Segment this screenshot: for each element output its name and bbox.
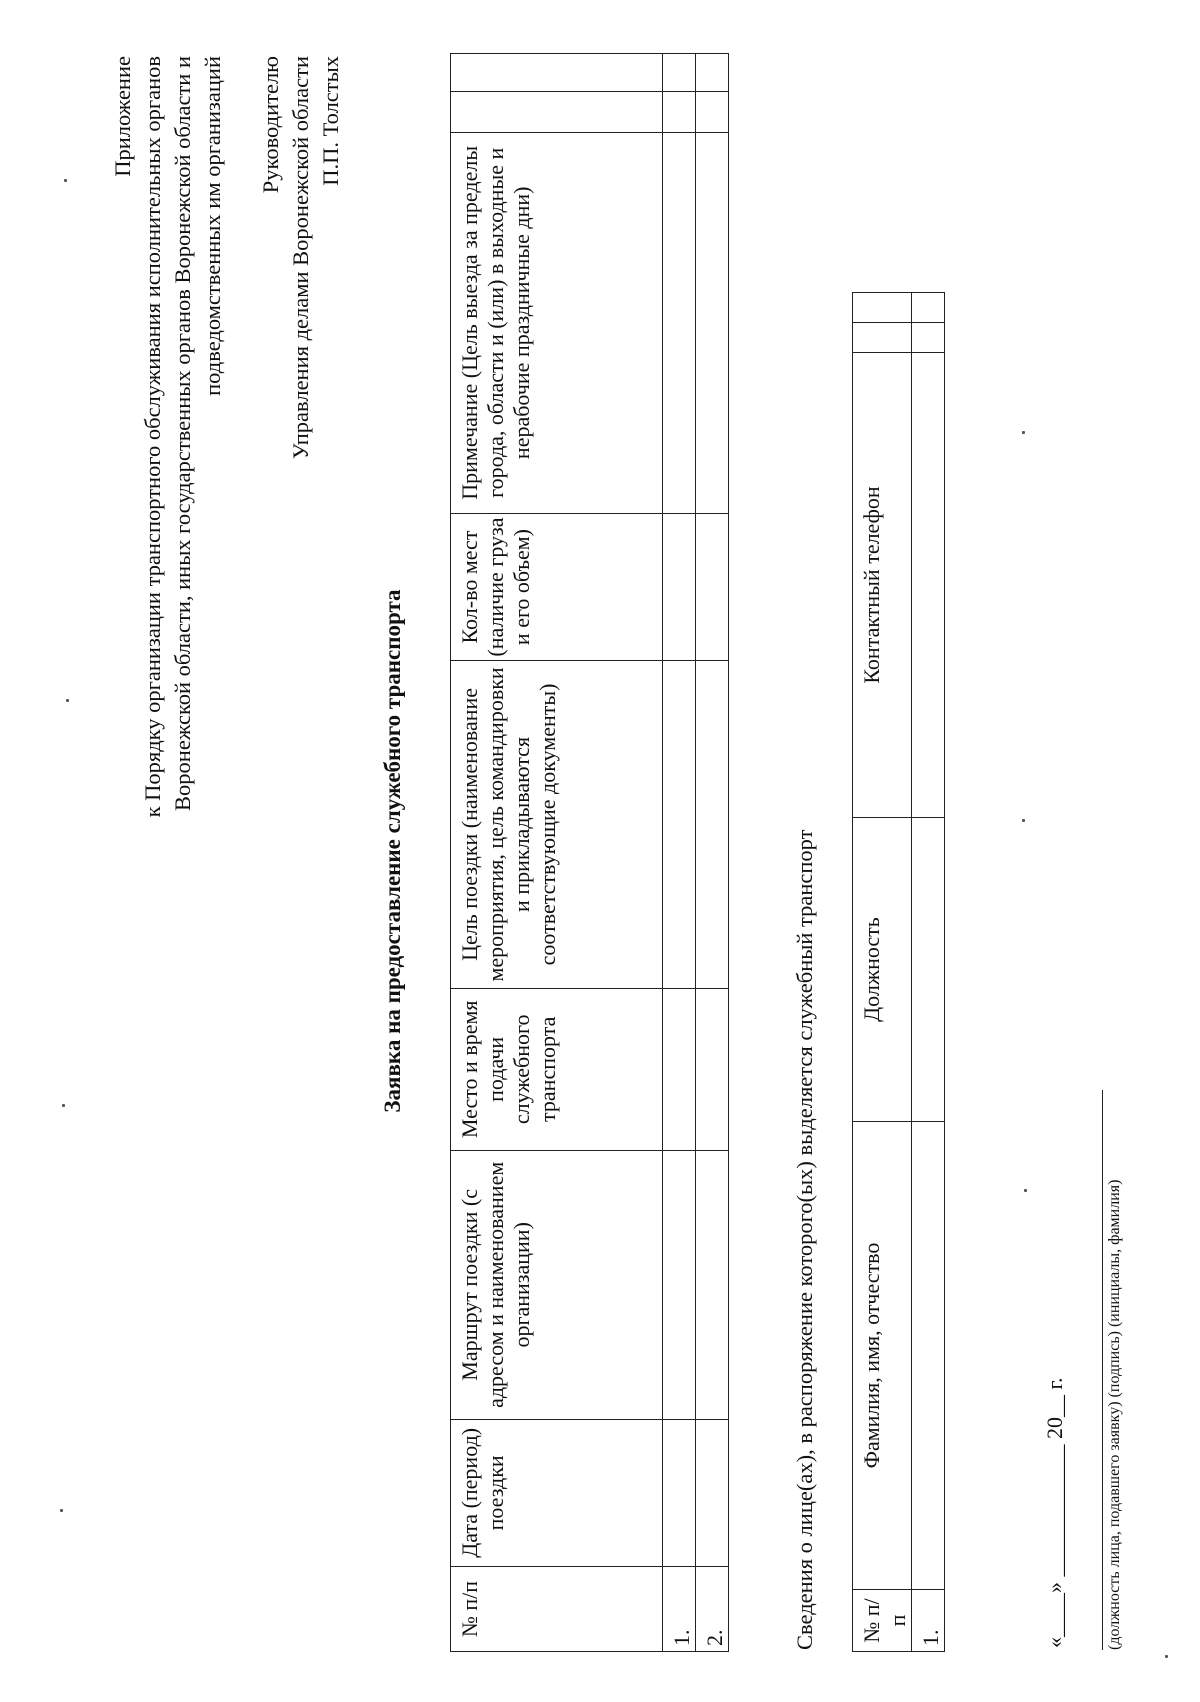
- column-header: Дата (период) поездки: [451, 1419, 663, 1566]
- scan-speck: [66, 699, 69, 702]
- table-row: [912, 293, 945, 1652]
- row-number: 2.: [696, 1567, 729, 1652]
- table-cell[interactable]: [663, 54, 696, 92]
- form-title: Заявка на предоставление служебного транспорта: [380, 589, 405, 1113]
- table-cell[interactable]: [663, 661, 696, 988]
- column-header: Кол-во мест (наличие груза и его объем): [451, 513, 663, 660]
- table-cell[interactable]: [663, 988, 696, 1150]
- table-cell[interactable]: [912, 818, 945, 1122]
- column-header: Примечание (Цель выезда за пределы города, области и (или) в выходные и нерабочие праздничные дни): [451, 132, 663, 513]
- trip-request-table: [450, 53, 729, 1652]
- column-header: Цель поездки (наименование мероприятия, цель командировки и прикладываются соответствующие документы): [451, 661, 663, 988]
- table-row: [663, 54, 696, 1652]
- appendix-line: к Порядку организации транспортного обслуживания исполнительных органов: [140, 56, 165, 818]
- scan-speck: [1024, 1189, 1027, 1192]
- table-cell[interactable]: [912, 293, 945, 323]
- table-cell[interactable]: [912, 353, 945, 818]
- scan-speck: [1022, 431, 1025, 434]
- column-header: Маршрут поездки (с адресом и наименованием организации): [451, 1151, 663, 1420]
- table-cell[interactable]: [663, 1419, 696, 1566]
- addressee-line: П.П. Толстых: [318, 56, 343, 186]
- column-header: № п/п: [451, 1567, 663, 1652]
- date-line[interactable]: «____» ____________ 20__ г.: [1042, 1377, 1067, 1648]
- table-cell[interactable]: [912, 1122, 945, 1590]
- table-cell[interactable]: [853, 323, 912, 353]
- row-number: 1.: [912, 1590, 945, 1652]
- column-header: Место и время подачи служебного транспорта: [451, 988, 663, 1150]
- table-cell[interactable]: [853, 293, 912, 323]
- persons-intro-text: Сведения о лице(ах), в распоряжение которого(ых) выделяется служебный транспорт: [792, 829, 817, 1650]
- table-cell[interactable]: [451, 91, 663, 132]
- table-cell[interactable]: [696, 132, 729, 513]
- column-header: Фамилия, имя, отчество: [853, 1122, 912, 1590]
- signature-caption: (должность лица, подавшего заявку) (подпись) (инициалы, фамилия): [1106, 1179, 1123, 1650]
- table-cell[interactable]: [696, 1419, 729, 1566]
- addressee-block: [256, 56, 346, 756]
- table-cell[interactable]: [696, 91, 729, 132]
- appendix-line: Воронежской области, иных государственных органов Воронежской области и: [170, 56, 195, 811]
- column-header: № п/п: [853, 1590, 912, 1652]
- scan-speck: [60, 1509, 63, 1512]
- persons-table-header-row: [853, 293, 912, 1652]
- table-cell[interactable]: [696, 513, 729, 660]
- signature-line[interactable]: [1102, 1090, 1124, 1650]
- persons-table: [852, 292, 945, 1652]
- scan-speck: [64, 179, 67, 182]
- addressee-line: Управления делами Воронежской области: [288, 56, 313, 460]
- table-cell[interactable]: [663, 1151, 696, 1420]
- table-cell[interactable]: [663, 513, 696, 660]
- appendix-line: Приложение: [110, 56, 135, 177]
- table-cell[interactable]: [696, 1151, 729, 1420]
- row-number: 1.: [663, 1567, 696, 1652]
- table-cell[interactable]: [696, 988, 729, 1150]
- table-cell[interactable]: [663, 132, 696, 513]
- column-header: Контактный телефон: [853, 353, 912, 818]
- scan-speck: [1165, 1655, 1168, 1658]
- scan-speck: [1022, 819, 1025, 822]
- appendix-header: [108, 56, 228, 1156]
- table-cell[interactable]: [696, 54, 729, 92]
- column-header: Должность: [853, 818, 912, 1122]
- table-cell[interactable]: [696, 661, 729, 988]
- appendix-line: подведомственных им организаций: [200, 56, 225, 396]
- addressee-line: Руководителю: [258, 56, 283, 194]
- table-cell[interactable]: [663, 91, 696, 132]
- trip-table-header-row: [451, 54, 663, 1652]
- scan-speck: [62, 1104, 65, 1107]
- table-cell[interactable]: [912, 323, 945, 353]
- table-cell[interactable]: [451, 54, 663, 92]
- table-row: [696, 54, 729, 1652]
